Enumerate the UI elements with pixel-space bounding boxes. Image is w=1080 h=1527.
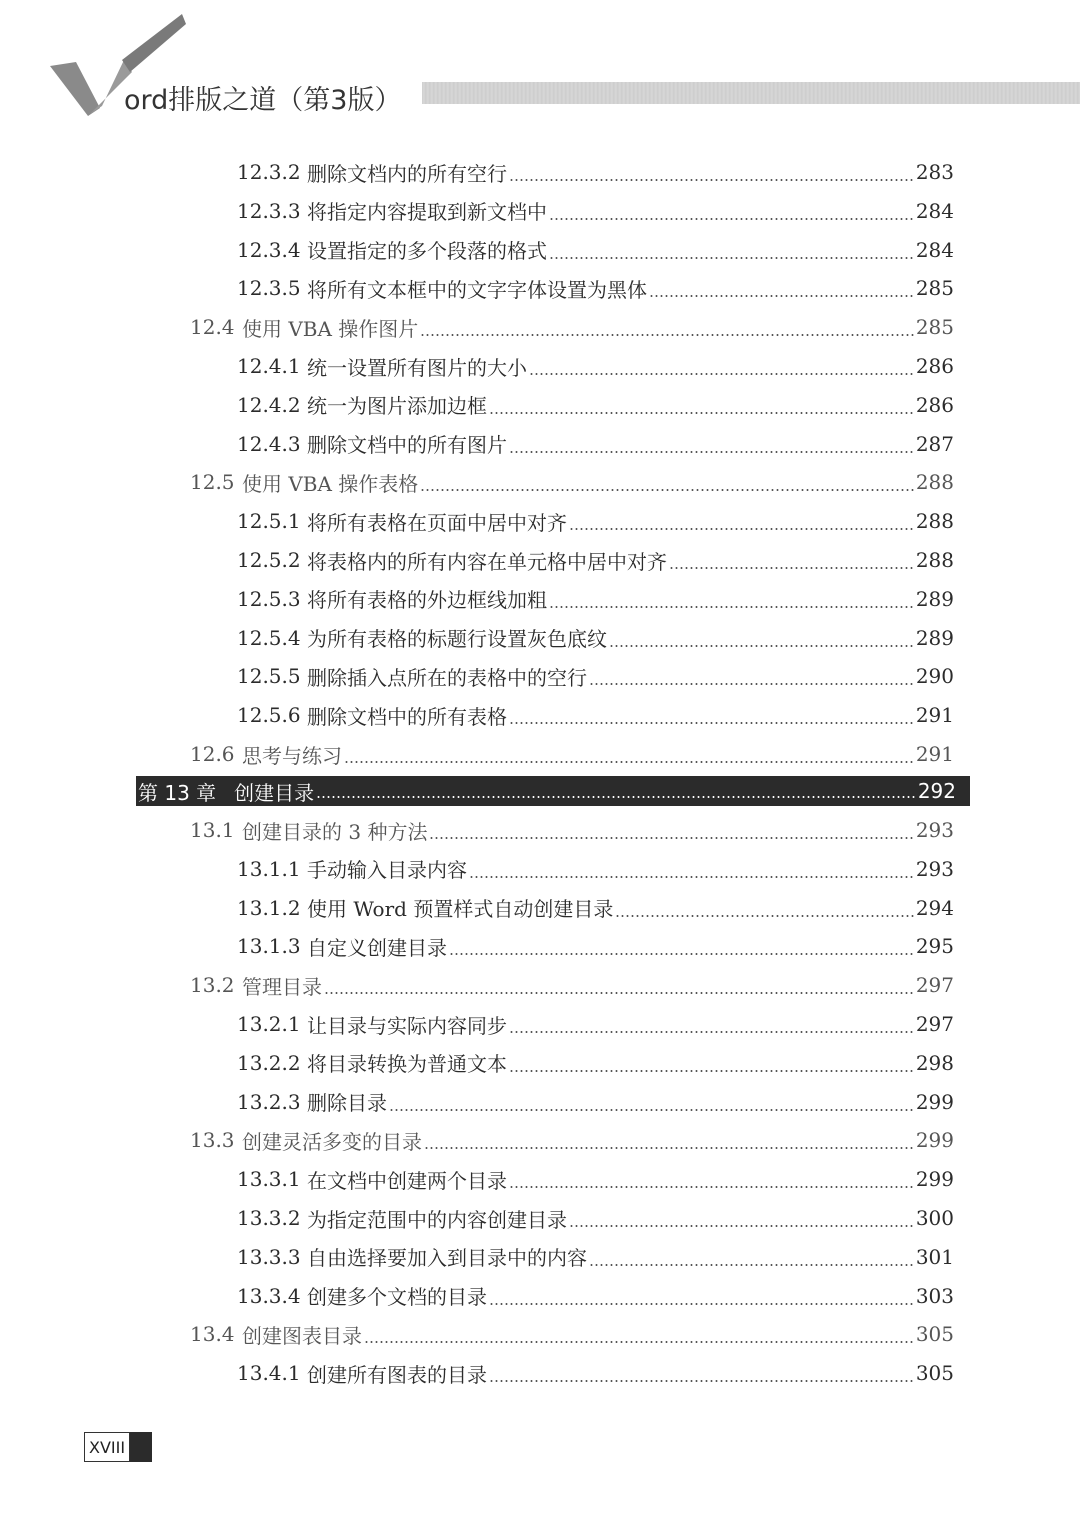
toc-subsection-row[interactable] [237,1240,954,1274]
chapter-number: 第 13 章 [138,780,217,805]
toc-entry-title: 删除文档内的所有空行 [307,161,507,186]
toc-entry-title: 将指定内容提取到新文档中 [307,200,547,225]
toc-entry-title: 创建所有图表的目录 [307,1362,487,1387]
toc-entry-title: 使用 VBA 操作表格 [242,471,419,496]
toc-entry-title: 创建图表目录 [242,1323,362,1348]
dot-leader [424,1147,914,1149]
toc-entry-page-number: 284 [915,198,954,223]
dot-leader [389,1109,914,1111]
dot-leader [429,837,913,839]
chapter-heading-row[interactable] [136,776,970,806]
toc-entry-title: 管理目录 [242,974,322,999]
toc-entry-title: 创建目录的 3 种方法 [242,819,428,844]
toc-subsection-row[interactable] [237,1279,954,1313]
toc-entry-number: 12.4.3 [237,431,301,456]
toc-entry-page-number: 297 [915,1012,954,1036]
toc-entry-number: 12.5.6 [237,703,301,728]
toc-section-row[interactable] [190,1317,954,1351]
dot-leader [509,722,914,724]
chapter-title: 创建目录 [234,780,315,805]
toc-entry-page-number: 290 [915,664,954,689]
toc-entry-page-number: 303 [915,1283,954,1308]
toc-entry-page-number: 284 [915,237,954,262]
toc-subsection-row[interactable] [237,1085,954,1119]
toc-entry-number: 12.3.2 [237,160,301,184]
page-number-badge [84,1432,152,1462]
toc-subsection-row[interactable] [237,1356,954,1390]
dot-leader [549,218,914,220]
toc-subsection-row[interactable] [237,1201,954,1235]
toc-entry-number: 12.5.2 [237,548,301,572]
toc-entry-page-number: 289 [915,586,954,611]
dot-leader [469,876,914,878]
dot-leader [489,1303,914,1305]
toc-subsection-row[interactable] [237,388,954,422]
toc-subsection-row[interactable] [237,1162,954,1196]
toc-entry-page-number: 293 [915,856,954,881]
toc-entry-page-number: 294 [915,895,954,920]
toc-entry-number: 13.3 [190,1128,235,1153]
dot-leader [509,1070,914,1072]
toc-entry-number: 13.3.2 [237,1206,301,1230]
toc-entry-page-number: 289 [915,625,954,650]
toc-entry-page-number: 291 [915,703,954,728]
toc-entry-page-number: 288 [915,509,954,534]
toc-entry-page-number: 291 [915,742,954,766]
toc-entry-number: 13.2 [190,973,235,998]
dot-leader [316,796,916,798]
toc-entry-number: 13.3.4 [237,1283,301,1308]
dot-leader [569,528,914,530]
toc-entry-page-number: 299 [915,1167,954,1192]
header-decorative-bar [422,82,1080,104]
page-badge-block [130,1432,152,1462]
toc-entry-page-number: 299 [915,1128,954,1153]
toc-subsection-row[interactable] [237,194,954,228]
toc-entry-page-number: 301 [915,1244,954,1269]
toc-entry-page-number: 288 [915,548,954,572]
toc-subsection-row[interactable] [237,929,954,963]
toc-entry-page-number: 298 [915,1050,954,1075]
toc-entry-page-number: 299 [915,1089,954,1114]
toc-entry-page-number: 286 [915,392,954,417]
toc-entry-page-number: 288 [915,470,954,495]
toc-entry-title: 在文档中创建两个目录 [307,1168,507,1193]
toc-entry-page-number: 297 [915,973,954,998]
dot-leader [509,1186,914,1188]
toc-subsection-row[interactable] [237,271,954,305]
toc-entry-page-number: 283 [915,160,954,184]
toc-entry-title: 自由选择要加入到目录中的内容 [307,1246,587,1271]
page-number-label: XVIII [84,1432,130,1462]
dot-leader [449,953,914,955]
toc-entry-title: 为指定范围中的内容创建目录 [307,1207,567,1232]
toc-entry-number: 13.1 [190,818,235,842]
toc-entry-title: 统一设置所有图片的大小 [307,355,527,380]
toc-subsection-row[interactable] [237,852,954,886]
dot-leader [609,645,914,647]
toc-section-row[interactable] [190,310,954,344]
toc-entry-title: 为所有表格的标题行设置灰色底纹 [307,627,607,652]
dot-leader [324,992,914,994]
toc-entry-number: 13.3.3 [237,1244,301,1269]
toc-entry-page-number: 300 [915,1206,954,1230]
toc-entry-number: 12.4 [190,315,235,340]
toc-entry-title: 创建灵活多变的目录 [242,1129,422,1154]
toc-entry-title: 让目录与实际内容同步 [307,1013,507,1038]
dot-leader [529,373,914,375]
dot-leader [549,606,914,608]
toc-entry-number: 12.6 [190,742,235,766]
toc-entry-number: 12.3.5 [237,276,301,301]
book-title: ord排版之道（第3版） [124,85,402,116]
toc-entry-page-number: 285 [915,315,954,340]
toc-entry-title: 删除插入点所在的表格中的空行 [307,665,587,690]
dot-leader [549,257,914,259]
dot-leader [420,489,914,491]
toc-entry-page-number: 295 [915,934,954,959]
toc-section-row[interactable] [190,465,954,499]
toc-entry-title: 使用 Word 预置样式自动创建目录 [307,897,614,922]
dot-leader [509,1031,914,1033]
toc-entry-page-number: 287 [915,431,954,456]
toc-entry-title: 将所有表格在页面中居中对齐 [307,510,567,535]
toc-subsection-row[interactable] [237,891,954,925]
toc-entry-page-number: 305 [915,1361,954,1386]
toc-entry-title: 将所有文本框中的文字字体设置为黑体 [307,277,647,302]
toc-entry-number: 12.5.1 [237,509,301,534]
toc-entry-number: 12.5.5 [237,664,301,689]
toc-section-row[interactable] [190,813,954,847]
toc-entry-number: 13.1.3 [237,934,301,959]
toc-entry-number: 13.1.1 [237,856,301,881]
toc-entry-title: 使用 VBA 操作图片 [242,316,419,341]
toc-entry-page-number: 286 [915,354,954,378]
chapter-page-number: 292 [917,779,956,803]
dot-leader [489,412,914,414]
toc-subsection-row[interactable] [237,349,954,383]
dot-leader [649,295,914,297]
toc-subsection-row[interactable] [237,698,954,732]
toc-subsection-row[interactable] [237,155,954,189]
dot-leader [420,334,914,336]
toc-entry-title: 将目录转换为普通文本 [307,1052,507,1077]
toc-entry-number: 13.4.1 [237,1361,301,1386]
toc-entry-title: 删除文档中的所有表格 [307,704,507,729]
toc-entry-number: 13.1.2 [237,895,301,920]
toc-entry-title: 创建多个文档的目录 [307,1285,487,1310]
toc-entry-title: 将所有表格的外边框线加粗 [307,588,547,613]
toc-entry-number: 12.4.2 [237,392,301,417]
toc-entry-title: 手动输入目录内容 [307,858,467,883]
toc-entry-number: 12.5.3 [237,586,301,611]
toc-entry-number: 13.2.2 [237,1050,301,1075]
toc-section-row[interactable] [190,968,954,1002]
toc-subsection-row[interactable] [237,621,954,655]
toc-entry-page-number: 305 [915,1322,954,1347]
dot-leader [589,1264,914,1266]
toc-section-row[interactable] [190,737,954,771]
dot-leader [364,1341,914,1343]
dot-leader [615,915,913,917]
toc-entry-page-number: 285 [915,276,954,301]
dot-leader [569,1225,914,1227]
dot-leader [509,179,914,181]
toc-subsection-row[interactable] [237,543,954,577]
dot-leader [669,567,914,569]
dot-leader [489,1380,914,1382]
toc-entry-number: 12.4.1 [237,354,301,378]
toc-entry-title: 将表格内的所有内容在单元格中居中对齐 [307,549,667,574]
toc-entry-number: 13.4 [190,1322,235,1347]
page-header [0,0,1080,140]
toc-entry-number: 12.3.4 [237,237,301,262]
toc-entry-number: 13.3.1 [237,1167,301,1192]
toc-subsection-row[interactable] [237,233,954,267]
toc-subsection-row[interactable] [237,1046,954,1080]
toc-subsection-row[interactable] [237,504,954,538]
toc-entry-title: 思考与练习 [242,743,342,768]
dot-leader [344,761,914,763]
toc-entry-page-number: 293 [915,818,954,842]
toc-entry-title: 删除目录 [307,1091,387,1116]
toc-entry-number: 12.5.4 [237,625,301,650]
toc-entry-title: 设置指定的多个段落的格式 [307,239,547,264]
toc-subsection-row[interactable] [237,659,954,693]
toc-entry-title: 自定义创建目录 [307,935,447,960]
toc-entry-number: 12.3.3 [237,198,301,223]
dot-leader [589,683,914,685]
toc-entry-number: 13.2.1 [237,1012,301,1036]
toc-entry-number: 12.5 [190,470,235,495]
toc-subsection-row[interactable] [237,1007,954,1041]
toc-subsection-row[interactable] [237,582,954,616]
toc-entry-title: 删除文档中的所有图片 [307,433,507,458]
toc-entry-number: 13.2.3 [237,1089,301,1114]
toc-entry-title: 统一为图片添加边框 [307,394,487,419]
dot-leader [509,451,914,453]
toc-section-row[interactable] [190,1123,954,1157]
toc-subsection-row[interactable] [237,427,954,461]
